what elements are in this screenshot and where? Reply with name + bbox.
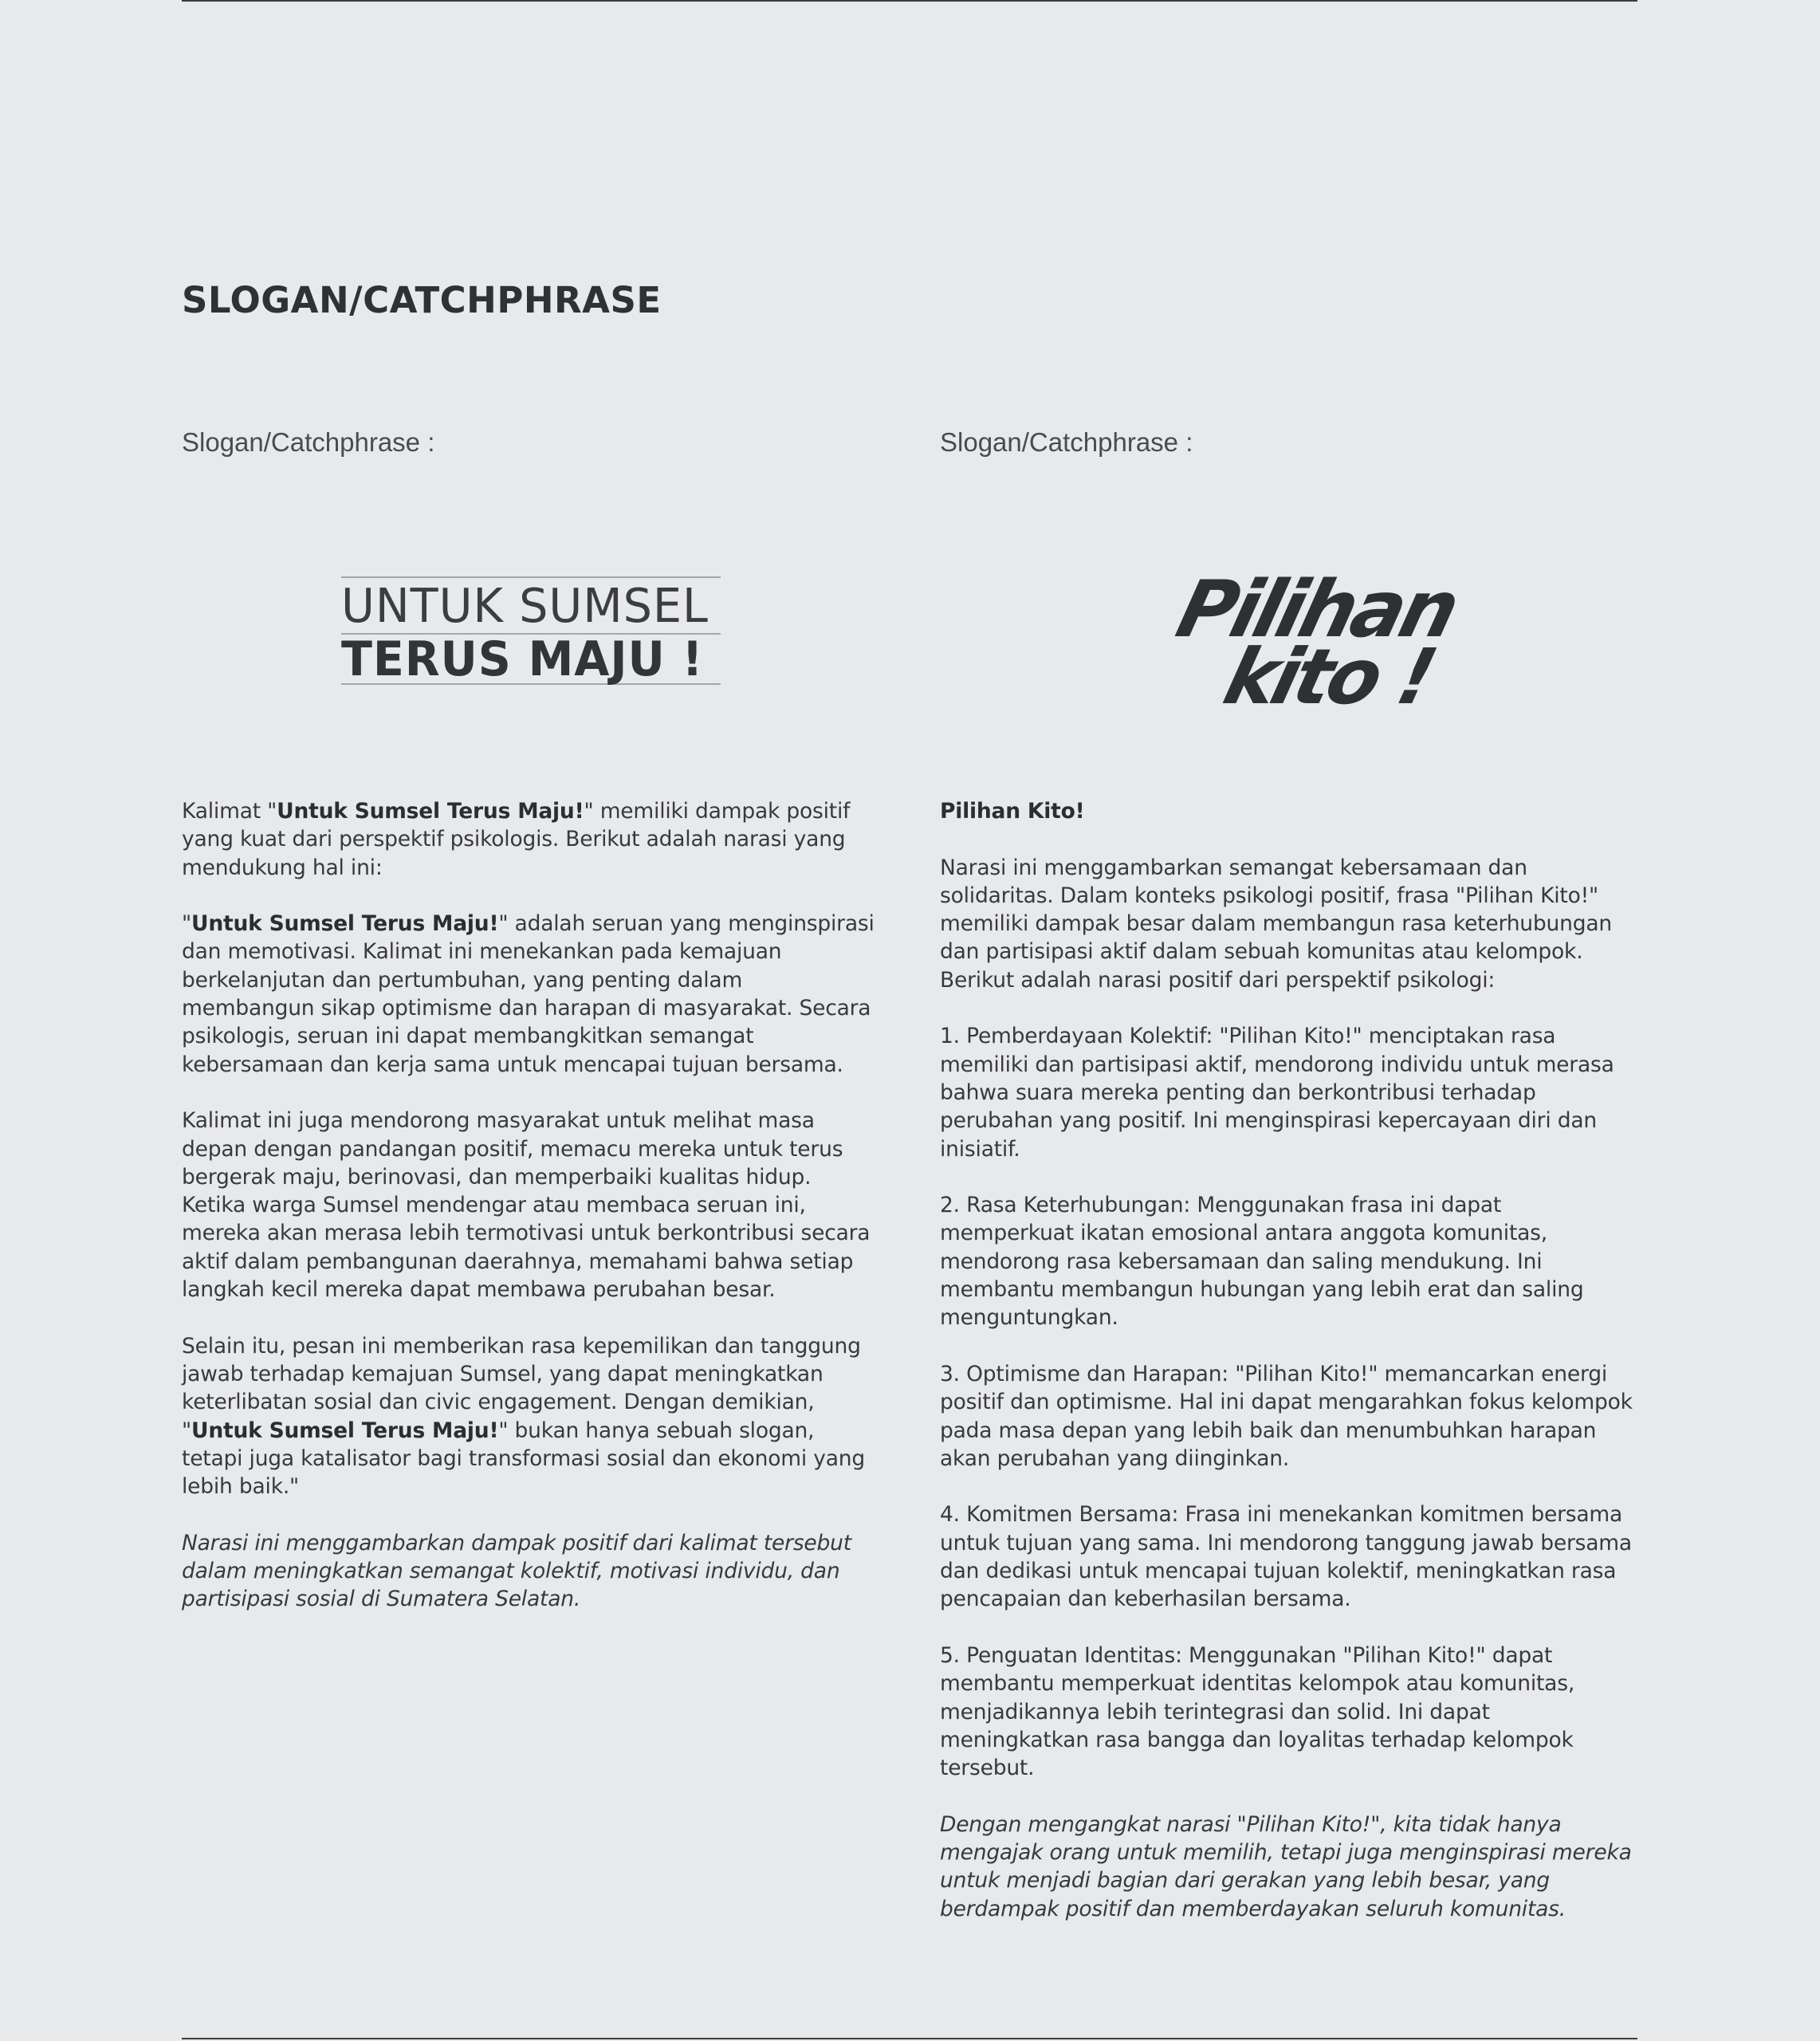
- logo-kito-line-1: Pilihan: [1168, 564, 1465, 655]
- right-point-2: 2. Rasa Keterhubungan: Menggunakan frasa ini dapat memperkuat ikatan emosional antara anggota komunitas, mendorong rasa kebersamaan dan saling mendukung. Ini membantu membangun hubungan yang lebih erat dan saling menguntungkan.: [940, 1193, 1584, 1331]
- logo-untuk-sumsel: [341, 576, 721, 685]
- right-heading: Pilihan Kito!: [940, 799, 1085, 824]
- left-paragraph-3: Kalimat ini juga mendorong masyarakat untuk melihat masa depan dengan pandangan positif, memacu mereka untuk terus bergerak maju, berinovasi, dan memperbaiki kualitas hidup. Ketika warga Sumsel mendengar atau membaca seruan ini, mereka akan merasa lebih termotivasi untuk berkontribusi secara aktif dalam pembangunan daerahnya, memahami bahwa setiap langkah kecil mereka dapat membawa perubahan besar.: [182, 1108, 871, 1303]
- top-rule: [182, 0, 1637, 2]
- logo-kito-line-2: kito !: [1215, 632, 1442, 722]
- logo-line-2: TERUS MAJU !: [341, 631, 704, 687]
- left-narrative: [182, 797, 880, 1642]
- right-point-4: 4. Komitmen Bersama: Frasa ini menekankan komitmen bersama untuk tujuan yang sama. Ini mendorong tanggung jawab bersama dan dedikasi untuk mencapai tujuan kolektif, meningkatkan rasa pencapaian dan keberhasilan bersama.: [940, 1502, 1632, 1612]
- right-narrative: [940, 797, 1641, 1951]
- right-closing: Dengan mengangkat narasi "Pilihan Kito!", kita tidak hanya mengajak orang untuk memilih, tetapi juga menginspirasi mereka untuk menjadi bagian dari gerakan yang lebih besar, yang berdampak positif dan memberdayakan seluruh komunitas.: [940, 1811, 1632, 1921]
- left-paragraph-5: Narasi ini menggambarkan dampak positif dari kalimat tersebut dalam meningkatkan semangat kolektif, motivasi individu, dan partisipasi sosial di Sumatera Selatan.: [182, 1530, 851, 1612]
- left-paragraph-4: Selain itu, pesan ini memberikan rasa kepemilikan dan tanggung jawab terhadap kemajuan Sumsel, yang dapat meningkatkan keterlibatan sosial dan civic engagement. Dengan demikian, "Untuk Sumsel Terus Maju!" bukan hanya sebuah slogan, tetapi juga katalisator bagi transformasi sosial dan ekonomi yang lebih baik.": [182, 1333, 865, 1500]
- logo-pilihan-kito: [1161, 558, 1465, 722]
- logo-line-1: UNTUK SUMSEL: [341, 578, 709, 633]
- right-point-5: 5. Penguatan Identitas: Menggunakan "Pilihan Kito!" dapat membantu memperkuat identitas kelompok atau komunitas, menjadikannya lebih terintegrasi dan solid. Ini dapat meningkatkan rasa bangga dan loyalitas terhadap kelompok tersebut.: [940, 1642, 1575, 1781]
- bottom-rule: [182, 2038, 1637, 2039]
- page-title: SLOGAN/CATCHPHRASE: [182, 279, 662, 321]
- left-paragraph-2: "Untuk Sumsel Terus Maju!" adalah seruan yang menginspirasi dan memotivasi. Kalimat ini menekankan pada kemajuan berkelanjutan dan pertumbuhan, yang penting dalam membangun sikap optimisme dan harapan di masyarakat. Secara psikologis, seruan ini dapat membangkitkan semangat kebersamaan dan kerja sama untuk mencapai tujuan bersama.: [182, 911, 875, 1077]
- right-point-1: 1. Pemberdayaan Kolektif: "Pilihan Kito!" menciptakan rasa memiliki dan partisipasi aktif, mendorong individu untuk merasa bahwa suara mereka penting dan berkontribusi terhadap perubahan yang positif. Ini menginspirasi kepercayaan diri dan inisiatif.: [940, 1024, 1614, 1162]
- right-intro: Narasi ini menggambarkan semangat kebersamaan dan solidaritas. Dalam konteks psikologi positif, frasa "Pilihan Kito!" memiliki dampak besar dalam membangun rasa keterhubungan dan partisipasi aktif dalam sebuah komunitas atau kelompok. Berikut adalah narasi positif dari perspektif psikologi:: [940, 855, 1612, 993]
- right-point-3: 3. Optimisme dan Harapan: "Pilihan Kito!" memancarkan energi positif dan optimisme. Hal ini dapat mengarahkan fokus kelompok pada masa depan yang lebih baik dan menumbuhkan harapan akan perubahan yang diinginkan.: [940, 1361, 1633, 1471]
- right-column-label: Slogan/Catchphrase :: [940, 427, 1193, 457]
- left-paragraph-1: Kalimat "Untuk Sumsel Terus Maju!" memiliki dampak positif yang kuat dari perspektif psikologis. Berikut adalah narasi yang mendukung hal ini:: [182, 799, 851, 880]
- left-column-label: Slogan/Catchphrase :: [182, 427, 435, 457]
